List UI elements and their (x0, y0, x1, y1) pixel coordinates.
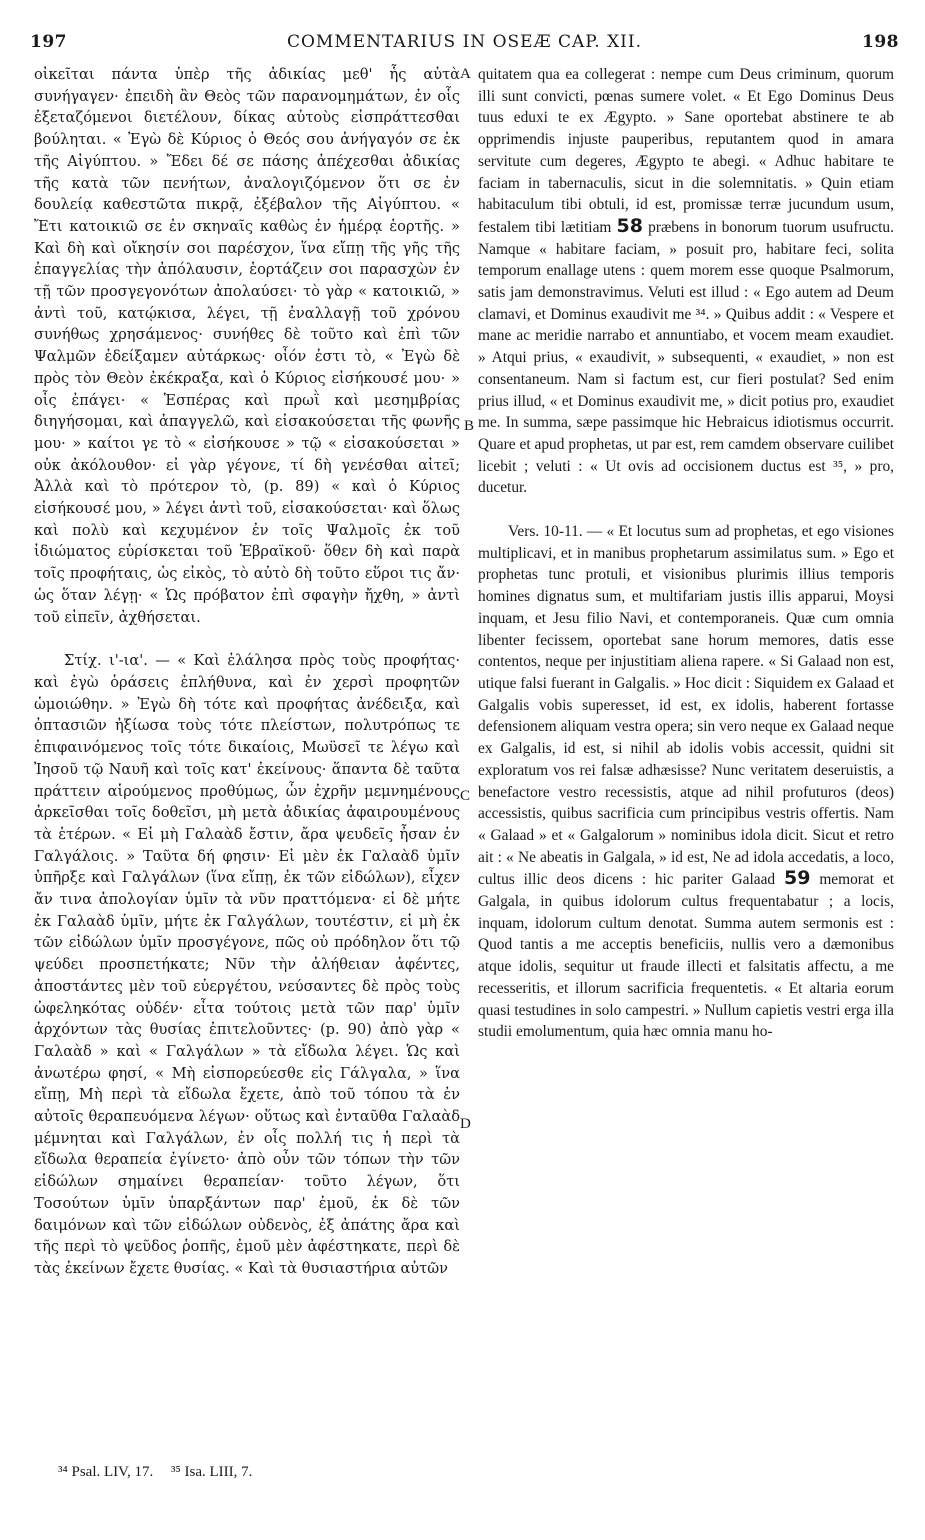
margin-number-59: 59 (784, 867, 811, 890)
latin-paragraph-2: Vers. 10-11. — « Et locutus sum ad prophetas, et ego visiones multiplicavi, et in manibus prophetarum assimilatus sum. » Ego et prophetas tunc protuli, et visionibus plurimis illius temporis homines dignatus sum, et multifariam justis illis apparui, Moysi inquam, et Jesu filio Navi, et contemporaneis. Quæ cum omnia libenter fecissem, oportebat sane horum memores, datis esse contentos, neque per injustitiam aliena rapere. « Si Galaad non est, utique falsi fuerant in Galgalis. » Hoc dicit : Siquidem ex Galaad et Galgalis vobis superesset, id est, ex idolis, haberent fortasse defensionem aliquam vestra opera; sin vero neque ex Galaad neque ex Galgalis, id est, si nihil ab idolis vobis accessit, quidni sit exploratum vos rei falsæ adhæsisse? Nunc veritatem deseruistis, a benefactore vestro recessistis, atque ad nihil profuturos (deos) accessistis, quibus sacrificia cum principibus vestris offertis. Nam « Galaad » et « Galgalorum » nominibus idola dicit. Sicut et retro ait : « Ne abeatis in Galgala, » id est, Ne ad idola accedatis, a loco, cultus illic deos dicens : hic pariter Galaad 59 memorat et Galgala, in quibus idolorum cultus frequentabatur ; a locis, inquam, idolorum cultum denotat. Summa autem sermonis est : Quod tantis a me acceptis beneficiis, nullis vero a dæmonibus atque idolis, sequitur ut fraude illecti et falsitatis affectu, a me recesseritis, et illorum sacrificia frequentetis. « Et altaria eorum quasi testudines in solo campestri. » Nullum capietis vestri erga illa studii emolumentum, quia hæc omnia manu ho- (478, 523, 895, 1041)
latin-column (478, 64, 894, 1043)
latin-paragraph-1: quitatem qua ea collegerat : nempe cum Deus criminum, quorum illi sunt convicti, pœnas sumere volet. « Et Ego Dominus Deus tuus eduxi te ex Ægypto. » Sane oportebat abstinere te ab opprimendis injuste pauperibus, reputantem quod in amara servitute cum degeres, Ægypto te abegi. « Adhuc habitare te faciam in tabernaculis, sicut in die solemnitatis. » Quin etiam habitaculum tibi obtuli, id est, promissæ terræ jucundum usum, festalem tibi lætitiam 58 præbens in bonorum tuorum usufructu. Namque « habitare faciam, » posuit pro, habitare feci, solita temporum enallage utens : quem morem esse quoque Psalmorum, satis jam demonstravimus. Veluti est illud : « Ego autem ad Deum clamavi, et Dominus exaudivit me ³⁴. » Quibus addit : « Vespere et mane ac meridie narrabo et annuntiabo, et vocem meam exaudiet. » Atqui prius, « exaudivit, » subsequenti, « exaudiet, » non est consentaneum. Nam si factum est, cur fieri postulat? Sed enim prius illud, « et Dominus exaudivit me, » dicit potius pro, exaudiet me. In summa, sæpe passimque hic Hebraicus idiotismus occurrit. Quare et apud prophetas, ut par est, rem camdem observare cuilibet licebit ; veluti : « Ut ovis ad occisionem ductus est ³⁵, » pro, ducetur. (478, 66, 894, 497)
footnote-35: ³⁵ Isa. LIII, 7. (171, 1464, 253, 1480)
page-number-right: 198 (862, 32, 899, 52)
page-number-left: 197 (30, 32, 67, 52)
greek-paragraph-1: οἰκεῖται πάντα ὑπὲρ τῆς ἀδικίας μεθ' ἧς αὐτὰ συνήγαγεν· ἐπειδὴ ἂν Θεὸς τῶν παρανομημάτων, ἐν οἷς ἐξεταζόμενοι διετέλουν, δίκας αὐτοὺς εἰσπράττεσθαι βούληται. « Ἐγὼ δὲ Κύριος ὁ Θεός σου ἀνήγαγόν σε ἐκ τῆς Αἰγύπτου. » Ἔδει δέ σε πάσης ἀπέχεσθαι ἀδικίας τῆς κατὰ τῶν πενήτων, ἀναλογιζόμενον ὅτι σε ἐν δουλείᾳ καθεστῶτα πικρᾷ, ἐξέβαλον τῆς Αἰγύπτου. « Ἔτι κατοικιῶ σε ἐν σκηναῖς καθὼς ἐν ἡμέρᾳ ἑορτῆς. » Καὶ δὴ καὶ οἴκησίν σοι παρέσχον, ἵνα εἴπῃ τῆς γῆς τῆς ἐπαγγελίας τὴν ἀπόλαυσιν, ἑορτάζειν σοι παρασχὼν ἐν τῇ τῶν προσγεγονότων ἀπολαύσει· τὸ γὰρ « κατοικιῶ, » ἀντὶ τοῦ, κατῴκισα, λέγει, τῇ ἐναλλαγῇ τοῦ χρόνου συνήθως χρησάμενος· συνήθες δὲ τοῦτο καὶ ἐπὶ τῶν Ψαλμῶν ἐδείξαμεν αὐτάρκως· οἷόν ἐστι τὸ, « Ἐγὼ δὲ πρὸς τὸν Θεὸν ἐκέκραξα, καὶ ὁ Κύριος εἰσήκουσέ μου· » οἷς ἐπάγει· « Ἑσπέρας καὶ πρωῒ καὶ μεσημβρίας διηγήσομαι, καὶ ἀπαγγελῶ, καὶ εἰσακούσεται τῆς φωνῆς μου· » καίτοι γε τὸ « εἰσήκουσε » τῷ « εἰσακούσεται » οὐκ ἀκόλουθον· εἰ γὰρ γέγονε, τί δὴ γενέσθαι αἰτεῖ; Ἀλλὰ καὶ τὸ πρότερον τὸ, (p. 89) « καὶ ὁ Κύριος εἰσήκουσέ μου, » λέγει ἀντὶ τοῦ, εἰσακούσεται· καὶ ὅλως καὶ πολὺ καὶ κεχυμένον ἐν τοῖς Ψαλμοῖς ἐκ τοῦ ἰδιώματος εὑρίσκεται τοῦ Ἑβραϊκοῦ· ὅθεν δὴ καὶ παρὰ τοῖς προφήταις, ὡς εἰκὸς, τὸ αὐτὸ δὴ τοῦτο εὕροι τις ἄν· ὡς ὅταν λέγῃ· « Ὡς πρόβατον ἐπὶ σφαγὴν ἤχθη, » ἀντὶ τοῦ εἰπεῖν, ἀχθήσεται. (34, 66, 460, 626)
margin-letter-a: A (460, 66, 471, 82)
margin-letter-b: B (464, 418, 475, 434)
footnote-34: ³⁴ Psal. LIV, 17. (58, 1464, 154, 1480)
margin-letter-c: C (460, 788, 471, 804)
footnotes (58, 1464, 455, 1481)
greek-column (34, 64, 460, 1280)
page-header (30, 32, 899, 56)
margin-number-58: 58 (616, 214, 643, 237)
margin-letter-d: D (460, 1116, 471, 1132)
running-title: COMMENTARIUS IN OSEÆ CAP. XII. (286, 32, 643, 52)
greek-paragraph-2: Στίχ. ι'-ια'. — « Καὶ ἐλάλησα πρὸς τοὺς προφήτας· καὶ ἐγὼ ὁράσεις ἐπλήθυνα, καὶ ἐν χερσὶ προφητῶν ὡμοιώθην. » Ἐγὼ δὴ τότε καὶ προφήτας ἀνέδειξα, καὶ ὀπτασιῶν ἠξίωσα τοὺς τότε πλείστων, πολυτρόπως τε ἐπιφαινόμενος τοῖς τότε δικαίοις, Μωϋσεῖ τε λέγω καὶ Ἰησοῦ τῷ Ναυῆ καὶ τοῖς κατ' ἐκείνους· ἅπαντα δὲ ταῦτα πράττειν αἱρούμενος προθύμως, ὧν ἐχρῆν μεμνημένους ἀρκεῖσθαι τοῖς δοθεῖσι, μὴ μετὰ ἀδικίας ἀφαιρουμένους τὰ ἑτέρων. « Εἰ μὴ Γαλαὰδ ἔστιν, ἄρα ψευδεῖς ἦσαν ἐν Γαλγάλοις. » Ταῦτα δή φησιν· Εἰ μὲν ἐκ Γαλαὰδ ὑμῖν ὑπῆρξε καὶ Γαλγάλων (ἵνα εἴπῃ, ἐκ τῶν εἰδώλων), εἶχεν ἄν τινα ἀπολογίαν ὑμῖν τὰ νῦν πραττόμενα· εἰ δὲ μήτε ἐκ Γαλαὰδ ὑμῖν, μήτε ἐκ Γαλγάλων, τουτέστιν, εἰ μὴ ἐκ τῶν εἰδώλων ὑμῖν προσγέγονε, πῶς οὐ πρόδηλον ὅτι τῷ ψεύδει προσπετήκατε; Νῦν τὴν ἀλήθειαν ἀφέντες, ἀποστάντες μὲν τοῦ εὐεργέτου, νεύσαντες δὲ πρὸς τοὺς ὠφεληκότας οὐδέν· εἶτα τούτοις μετὰ τῶν παρ' ὑμῖν ἀρχόντων τὰς θυσίας ἐπιτελοῦντες· (p. 90) ἀπὸ γὰρ « Γαλαὰδ » καὶ « Γαλγάλων » τὰ εἴδωλα λέγει. Ὡς καὶ ἀνωτέρω φησί, « Μὴ εἰσπορεύεσθε εἰς Γάλγαλα, » ἵνα εἴπῃ, Μὴ περὶ τὰ εἴδωλα ἔχετε, ἀπὸ τοῦ τόπου τὰ ἐν αὐτοῖς θεραπευόμενα λέγων· οὕτως καὶ ἐνταῦθα Γαλαὰδ μέμνηται καὶ Γαλγάλων, ἐν οἷς πολλή τις ἡ περὶ τὰ εἴδωλα θεραπεία ἐγίνετο· ἀπὸ οὖν τῶν τόπων τὴν τῶν εἰδώλων σημαίνει θεραπείαν· τοῦτο λέγων, ὅτι Τοσούτων ὑμῖν ὑπαρξάντων παρ' ἐμοῦ, ἐκ δὲ τῶν δαιμόνων καὶ τῶν εἰδώλων οὐδενὸς, ἐξ ἀπάτης ἄρα καὶ τῆς περὶ τὸ ψεῦδος ῥοπῆς, ἐμοῦ μὲν ἀφέστηκατε, περὶ δὲ τὰς ἐκείνων ἔχετε θυσίας. « Καὶ τὰ θυσιαστήρια αὐτῶν (34, 652, 460, 1277)
